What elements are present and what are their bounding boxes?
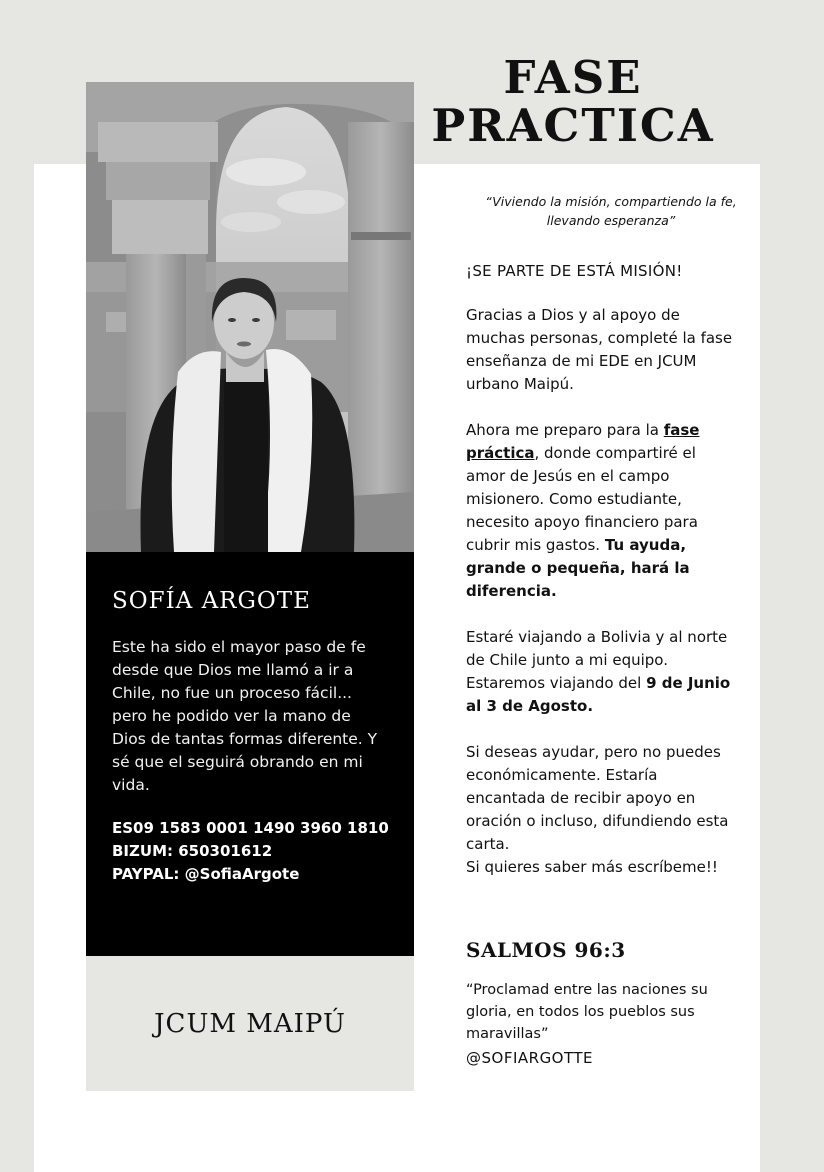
organization-card xyxy=(86,956,414,1091)
fase-practica-link[interactable]: fase práctica xyxy=(466,421,700,462)
organization-name: JCUM MAIPÚ xyxy=(154,1008,346,1039)
payment-details xyxy=(112,817,388,886)
paragraph-travel-text: Estaré viajando a Bolivia y al norte de Chile junto a mi equipo. Estaremos viajando del xyxy=(466,628,728,692)
paragraph-support-contact: Si quieres saber más escríbeme!! xyxy=(466,858,718,876)
mission-heading: ¡SE PARTE DE ESTÁ MISIÓN! xyxy=(466,262,683,280)
motto-quote: “Viviendo la misión, compartiendo la fe, llevando esperanza” xyxy=(485,194,737,228)
portrait-photo xyxy=(86,82,414,552)
paragraph-intro: Gracias a Dios y al apoyo de muchas personas, completé la fase enseñanza de mi EDE en JCUM urbano Maipú. xyxy=(466,306,733,393)
paypal-handle: PAYPAL: @SofiaArgote xyxy=(112,865,300,883)
psalm-verse: “Proclamad entre las naciones su gloria, en todos los pueblos sus maravillas” xyxy=(466,982,708,1042)
psalm-reference: SALMOS 96:3 xyxy=(466,938,626,962)
paragraph-practice xyxy=(466,419,738,603)
profile-card xyxy=(86,552,414,956)
iban-number: ES09 1583 0001 1490 3960 1810 xyxy=(112,819,389,837)
social-handle: @SOFIARGOTTE xyxy=(466,1049,594,1067)
paragraph-practice-bold: Tu ayuda, grande o pequeña, hará la diferencia. xyxy=(466,536,690,600)
paragraph-practice-text-a: Ahora me preparo para la xyxy=(466,421,664,439)
paragraph-practice-text-b: , donde compartiré el amor de Jesús en el campo misionero. Como estudiante, necesito apoyo financiero para cubrir mis gastos. xyxy=(466,444,698,554)
profile-bio: Este ha sido el mayor paso de fe desde que Dios me llamó a ir a Chile, no fue un proceso fácil... pero he podido ver la mano de Dios de tantas formas diferente. Y sé que el seguirá obrando en mi vida. xyxy=(112,638,378,794)
paragraph-support-text: Si deseas ayudar, pero no puedes económicamente. Estaría encantada de recibir apoyo en oración o incluso, difundiendo esta carta. xyxy=(466,743,729,853)
paragraph-support xyxy=(466,741,738,879)
travel-dates: 9 de Junio al 3 de Agosto. xyxy=(466,674,731,715)
title-line-2: PRACTICA xyxy=(431,99,715,152)
portrait-illustration xyxy=(86,82,414,552)
letter-body xyxy=(466,192,738,879)
paragraph-travel xyxy=(466,626,738,718)
bizum-number: BIZUM: 650301612 xyxy=(112,842,273,860)
page-title xyxy=(414,51,732,152)
title-line-1: FASE xyxy=(503,51,643,104)
profile-name: SOFÍA ARGOTE xyxy=(112,588,311,614)
